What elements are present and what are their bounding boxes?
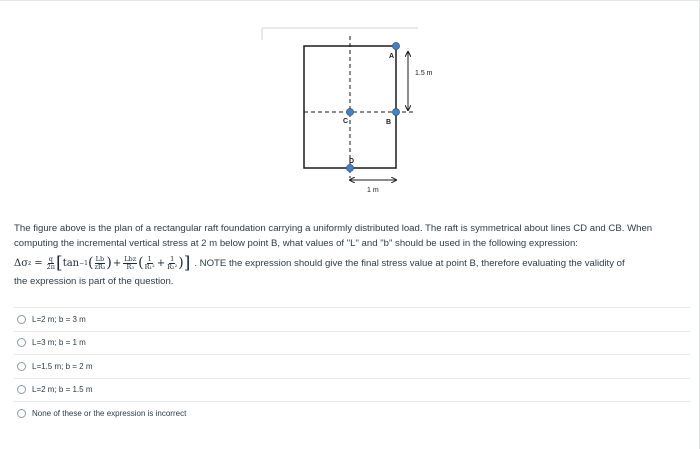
formula-plus-2: +	[156, 257, 166, 269]
formula-tan: tan	[62, 257, 80, 269]
formula-close-bracket: ]	[183, 252, 191, 273]
formula-lhs: Δσ	[14, 257, 29, 269]
answer-option-4[interactable]	[14, 378, 690, 402]
point-c-label: C	[343, 118, 349, 125]
question-line-1: The figure above is the plan of a rectangular raft foundation carrying a uniformly distributed load. The raft is symmetrical about lines CD and CB. When	[14, 223, 653, 234]
answer-option-label: L=3 m; b = 1 m	[32, 338, 86, 348]
formula-f2-den: R₃	[126, 262, 134, 271]
formula-fraction-3	[145, 256, 155, 271]
radio-button[interactable]	[17, 362, 26, 371]
formula-q-num: q	[48, 254, 53, 263]
formula-close-paren-2: )	[178, 255, 184, 271]
answer-option-label: None of these or the expression is incorrect	[32, 408, 187, 418]
formula-open-paren-1: (	[87, 255, 94, 271]
formula-equals: =	[34, 257, 43, 269]
formula-f1-den: zR₃	[94, 262, 106, 271]
question-line-4: the expression is part of the question.	[14, 276, 174, 287]
point-c-marker	[347, 109, 354, 116]
answer-option-label: L=2 m; b = 3 m	[32, 314, 86, 324]
point-d-label: D	[349, 158, 355, 165]
question-note: . NOTE the expression should give the final stress value at point B, therefore evaluating the validity of	[194, 257, 625, 269]
formula-line	[14, 252, 690, 274]
point-b-marker	[393, 109, 400, 116]
formula-q-fraction	[47, 256, 55, 271]
answer-option-label: L=2 m; b = 1.5 m	[32, 385, 93, 395]
stress-formula	[14, 252, 191, 273]
dimension-vertical-label: 1.5 m	[415, 70, 433, 77]
point-a-label: A	[389, 53, 395, 60]
point-d-marker	[347, 165, 354, 172]
answer-option-2[interactable]	[14, 331, 690, 355]
question-text	[14, 221, 690, 289]
formula-plus-1: +	[112, 257, 122, 269]
formula-f4-den: R₂²	[167, 262, 178, 271]
formula-fraction-2	[123, 256, 137, 271]
formula-f1-num: Lb	[95, 254, 105, 263]
formula-fraction-1	[94, 256, 105, 271]
radio-button[interactable]	[17, 385, 26, 394]
radio-button[interactable]	[17, 338, 26, 347]
formula-tan-sup: −1	[79, 259, 88, 267]
raft-plan-figure	[0, 0, 700, 200]
answer-options	[14, 307, 690, 425]
formula-fraction-4	[167, 256, 177, 271]
radio-button[interactable]	[17, 315, 26, 324]
answer-option-label: L=1.5 m; b = 2 m	[32, 361, 93, 371]
answer-option-3[interactable]	[14, 354, 690, 378]
formula-q-den: 2π	[46, 262, 56, 271]
radio-button[interactable]	[17, 409, 26, 418]
question-line-2: computing the incremental vertical stress at 2 m below point B, what values of "L" and "b" should be used in the following expression:	[14, 238, 578, 249]
point-a-marker	[393, 43, 400, 50]
formula-f4-num: 1	[170, 254, 175, 263]
answer-option-1[interactable]	[14, 307, 690, 331]
formula-lhs-sub: z	[28, 259, 32, 267]
formula-f3-num: 1	[147, 254, 152, 263]
point-b-label: B	[386, 119, 392, 126]
formula-close-paren-1: )	[106, 255, 112, 271]
answer-option-5[interactable]	[14, 401, 690, 425]
formula-open-bracket: [	[56, 252, 63, 273]
dimension-horizontal-label: 1 m	[367, 187, 379, 194]
formula-f3-den: R₁²	[144, 262, 155, 271]
formula-f2-num: Lbz	[124, 254, 137, 263]
formula-open-paren-2: (	[138, 255, 144, 271]
